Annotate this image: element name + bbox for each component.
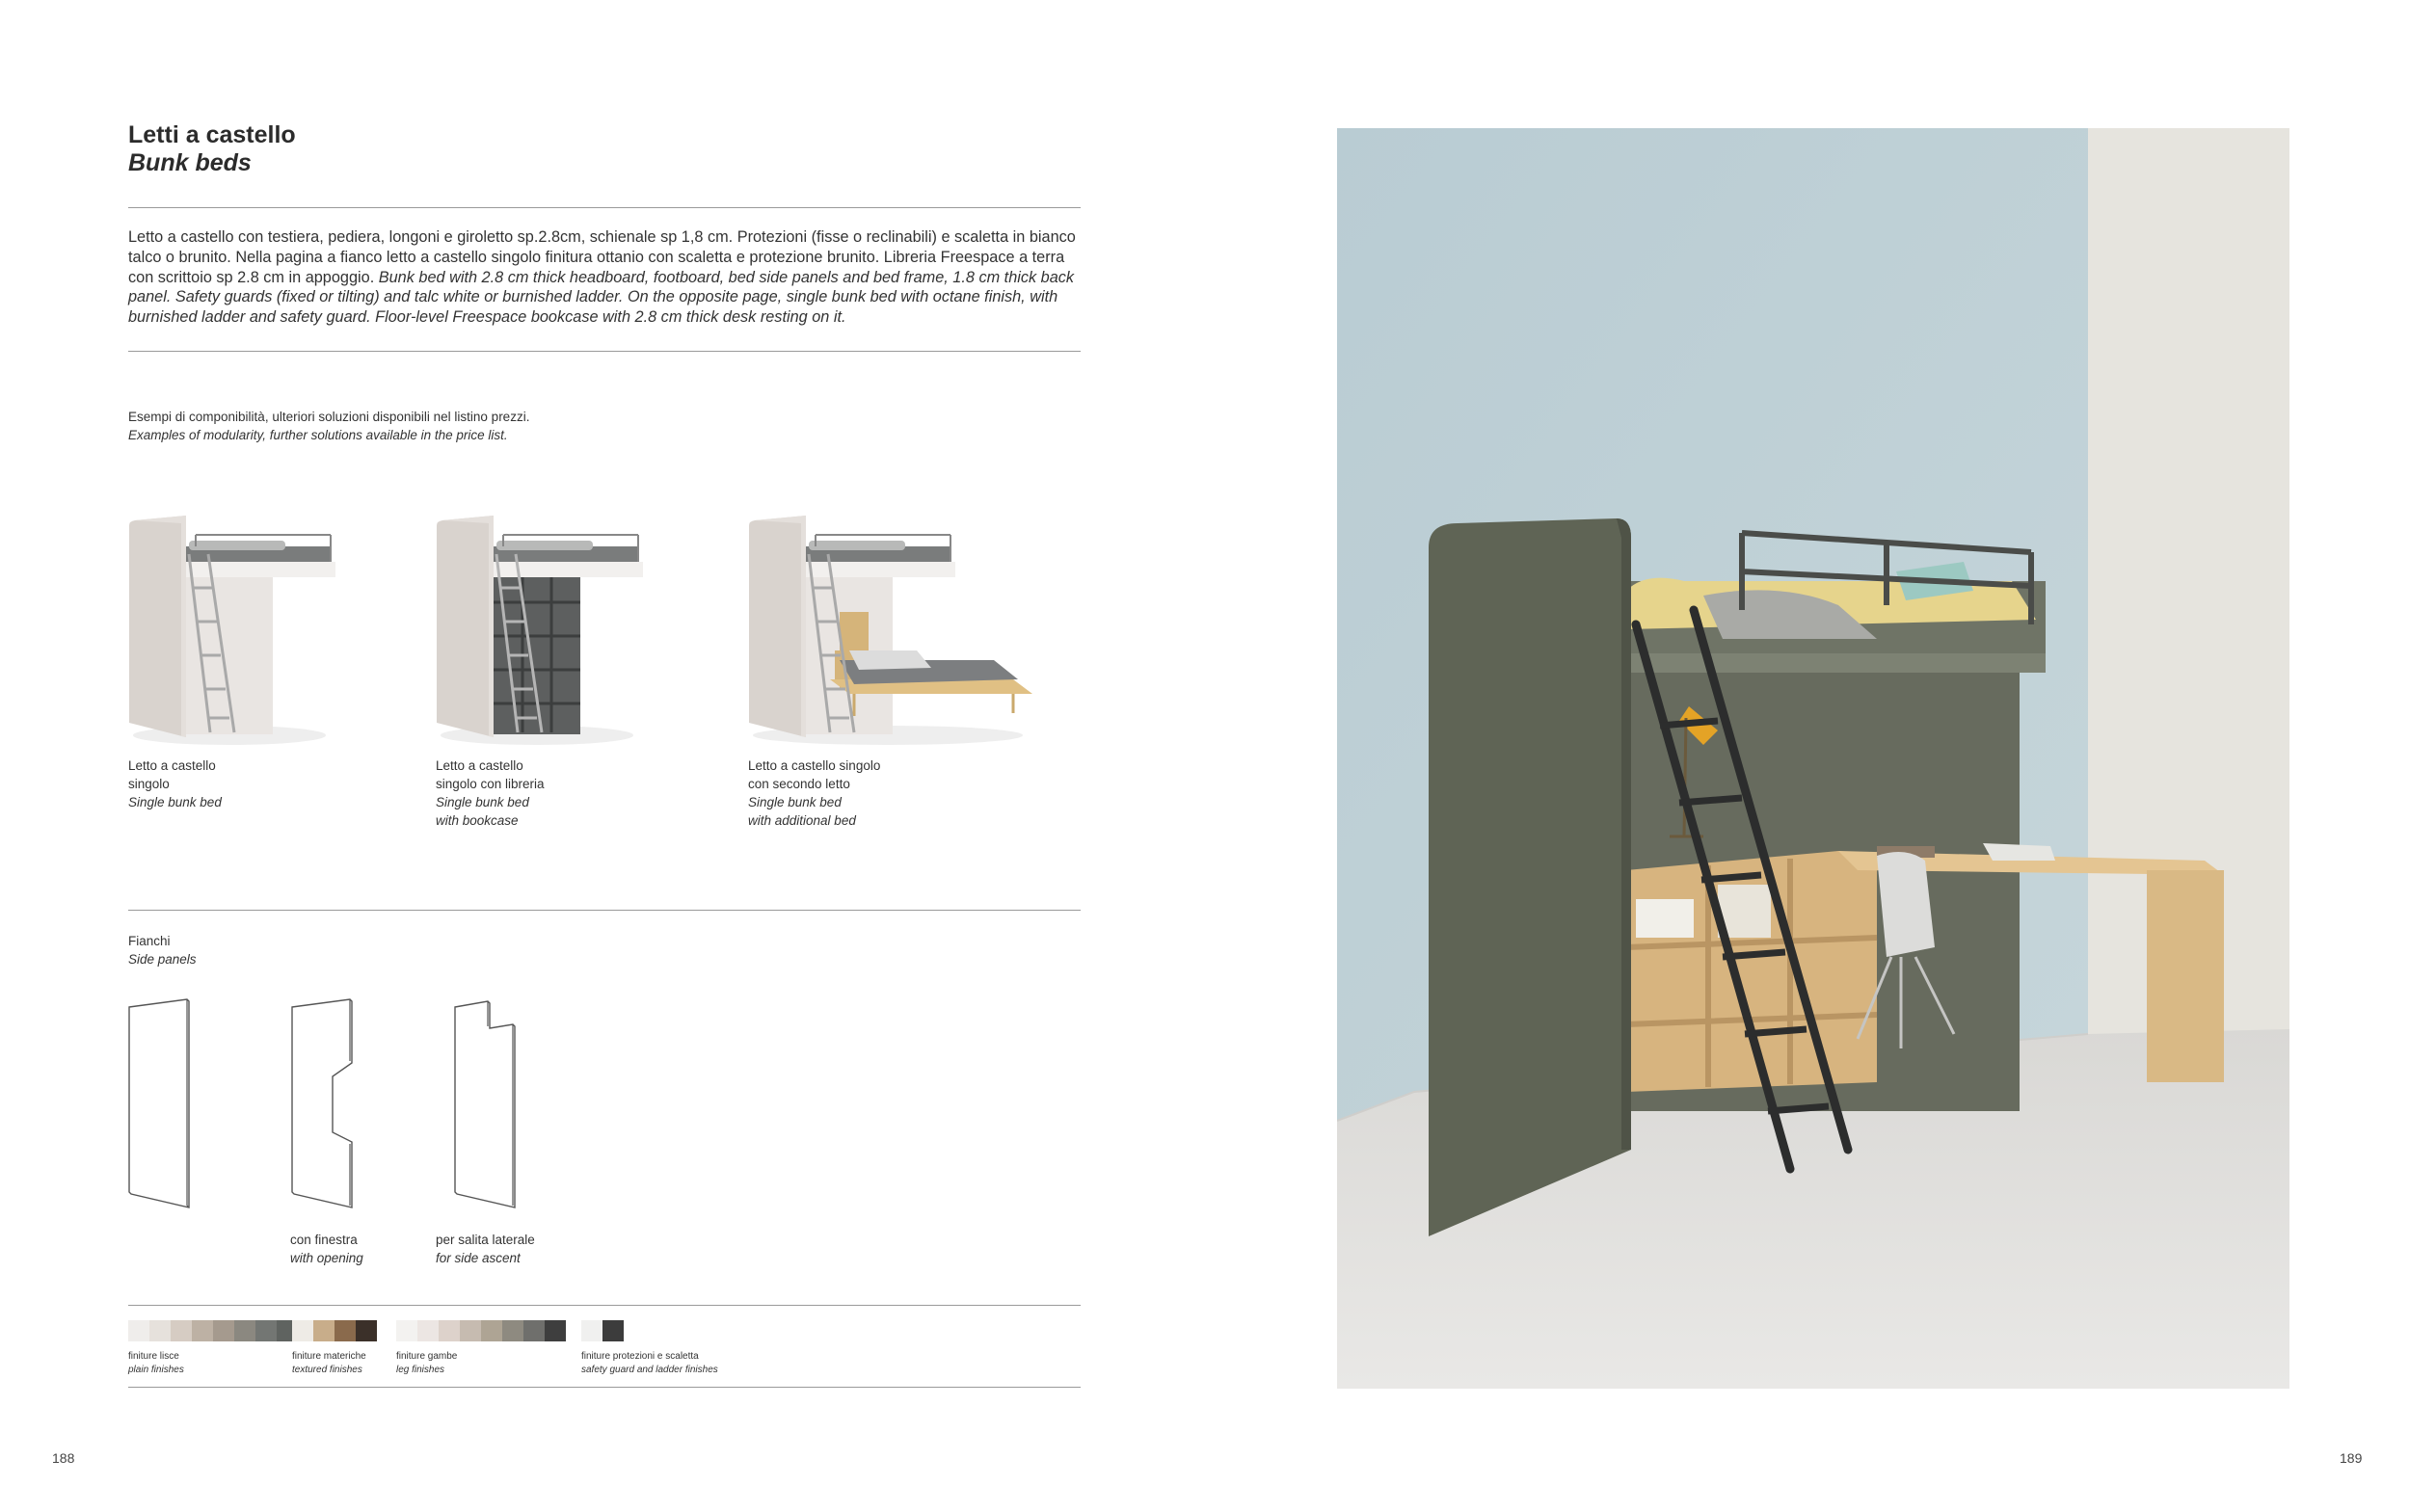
color-swatch xyxy=(234,1320,255,1341)
finish-label-en: leg finishes xyxy=(396,1365,445,1375)
swatch-row-textured-finishes xyxy=(292,1320,377,1341)
color-swatch xyxy=(149,1320,171,1341)
modularity-note-english: Examples of modularity, further solutions available in the price list. xyxy=(128,428,508,442)
divider xyxy=(128,207,1081,208)
side-panels-heading xyxy=(128,932,197,968)
divider xyxy=(128,1387,1081,1388)
color-swatch xyxy=(171,1320,192,1341)
side-panel-caption-en: for side ascent xyxy=(436,1251,521,1265)
composition-caption xyxy=(436,756,545,830)
finish-label-en: textured finishes xyxy=(292,1365,362,1375)
color-swatch xyxy=(523,1320,545,1341)
color-swatch xyxy=(545,1320,566,1341)
finish-label xyxy=(396,1350,457,1377)
color-swatch xyxy=(128,1320,149,1341)
finish-label-it: finiture materiche xyxy=(292,1351,366,1362)
side-panel-caption-en: with opening xyxy=(290,1251,363,1265)
composition-caption xyxy=(128,756,222,811)
caption-en-line1: Single bunk bed xyxy=(748,795,842,809)
finish-label xyxy=(581,1350,718,1377)
color-swatch xyxy=(192,1320,213,1341)
composition-caption xyxy=(748,756,880,830)
description-english: Bunk bed with 2.8 cm thick headboard, footboard, bed side panels and bed frame, 1.8 cm thick back panel. Safety guards (fixed or tilting) and talc white or burnished ladder. On the opposite page, single bunk bed with octane finish, with burnished ladder and safety guard. Floor-level Freespace bookcase with 2.8 cm thick desk resting on it. xyxy=(128,268,1075,327)
caption-en-line1: Single bunk bed xyxy=(128,795,222,809)
color-swatch xyxy=(356,1320,377,1341)
finish-label xyxy=(292,1350,366,1377)
page-title: Letti a castello xyxy=(128,121,296,148)
description-italian: Letto a castello con testiera, pediera, longoni e giroletto sp.2.8cm, schienale sp 1,8 cm. Protezioni (fisse o reclinabili) e scaletta in bianco talco o brunito. Nella pagina a fianco letto a castello singolo finitura ottanio con scaletta e protezione brunito. Libreria Freespace a terra con scrittoio sp 2.8 cm in appoggio. xyxy=(128,228,1076,286)
caption-it-line1: Letto a castello xyxy=(436,758,523,773)
divider xyxy=(128,1305,1081,1306)
finish-label xyxy=(128,1350,184,1377)
color-swatch xyxy=(292,1320,313,1341)
bunk-bed-room-illustration xyxy=(1337,128,2289,1389)
swatch-row-plain-finishes xyxy=(128,1320,298,1341)
side-panel-with-opening-drawing xyxy=(288,997,358,1211)
caption-it-line2: singolo xyxy=(128,777,170,791)
color-swatch xyxy=(396,1320,417,1341)
side-panels-title-en: Side panels xyxy=(128,952,197,967)
color-swatch xyxy=(335,1320,356,1341)
caption-en-line2: with bookcase xyxy=(436,813,519,828)
swatch-row-safety-guard-finishes xyxy=(581,1320,624,1341)
finish-label-it: finiture lisce xyxy=(128,1351,179,1362)
divider xyxy=(128,351,1081,352)
side-panel-plain-drawing xyxy=(125,997,195,1211)
description xyxy=(128,227,1084,328)
swatch-row-leg-finishes xyxy=(396,1320,566,1341)
composition-image-bunk-bed-with-additional-bed xyxy=(743,516,1052,752)
side-panel-caption-it: con finestra xyxy=(290,1233,358,1247)
modularity-note-italian: Esempi di componibilità, ulteriori soluzioni disponibili nel listino prezzi. xyxy=(128,410,530,424)
side-panel-side-ascent-drawing xyxy=(451,997,521,1211)
caption-en-line2: with additional bed xyxy=(748,813,856,828)
color-swatch xyxy=(502,1320,523,1341)
side-panel-caption xyxy=(436,1231,535,1267)
color-swatch xyxy=(602,1320,624,1341)
page-number-left: 188 xyxy=(52,1450,75,1466)
finish-label-en: plain finishes xyxy=(128,1365,184,1375)
composition-image-bunk-bed-with-bookcase xyxy=(431,516,653,752)
page-subtitle: Bunk beds xyxy=(128,149,252,176)
color-swatch xyxy=(417,1320,439,1341)
modularity-note xyxy=(128,408,529,444)
finish-label-it: finiture protezioni e scaletta xyxy=(581,1351,699,1362)
caption-en-line1: Single bunk bed xyxy=(436,795,529,809)
caption-it-line1: Letto a castello singolo xyxy=(748,758,881,773)
caption-it-line1: Letto a castello xyxy=(128,758,216,773)
caption-it-line2: con secondo letto xyxy=(748,777,850,791)
side-panel-caption xyxy=(290,1231,363,1267)
color-swatch xyxy=(481,1320,502,1341)
page-number-right: 189 xyxy=(2340,1450,2363,1466)
color-swatch xyxy=(313,1320,335,1341)
color-swatch xyxy=(581,1320,602,1341)
color-swatch xyxy=(460,1320,481,1341)
composition-image-single-bunk-bed xyxy=(123,516,345,752)
product-photo xyxy=(1337,128,2289,1389)
side-panels-title-it: Fianchi xyxy=(128,934,171,948)
divider xyxy=(128,910,1081,911)
side-panel-caption-it: per salita laterale xyxy=(436,1233,535,1247)
color-swatch xyxy=(255,1320,277,1341)
color-swatch xyxy=(213,1320,234,1341)
finish-label-it: finiture gambe xyxy=(396,1351,458,1362)
finish-label-en: safety guard and ladder finishes xyxy=(581,1365,718,1375)
color-swatch xyxy=(439,1320,460,1341)
caption-it-line2: singolo con libreria xyxy=(436,777,545,791)
